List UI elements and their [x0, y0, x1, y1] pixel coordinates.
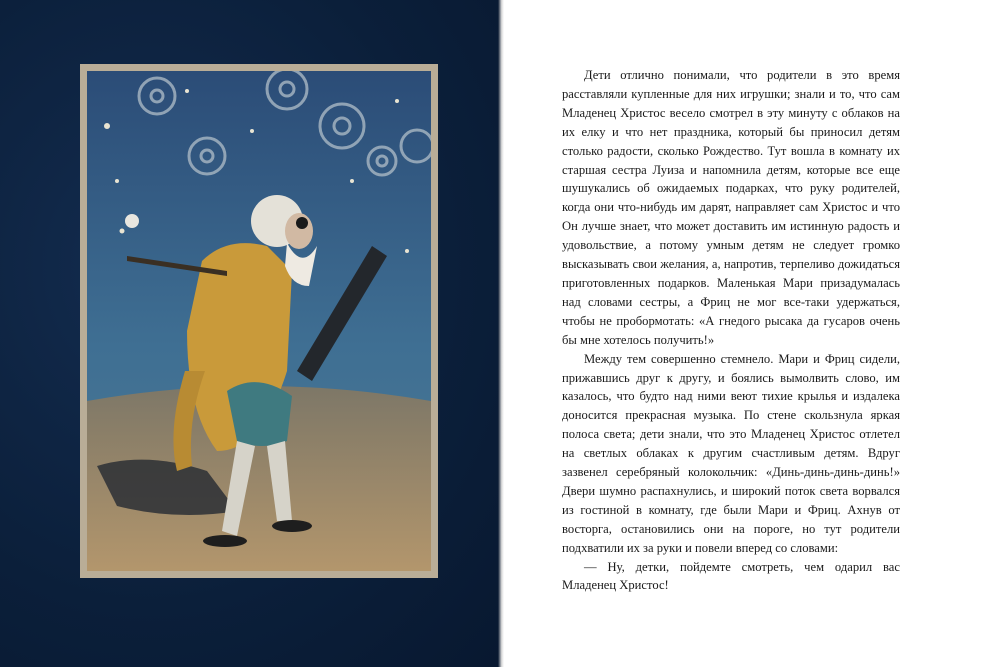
right-page	[504, 0, 995, 667]
illustration	[87, 71, 431, 571]
right-shoe	[272, 520, 312, 532]
paragraph: Дети отлично понимали, что родители в это время расставляли купленные для них игрушки; знали и то, что сам Младенец Христос весело смотрел в эту минуту с облаков на их елку и что нет праздника, который бы приносил детям столько радости, сколько Рождество. Тут вошла в комнату их старшая сестра Луиза и напомнила детям, которые все еще шушукались об ожидаемых подарках, что руку родителей, когда они что-нибудь им дарят, направляет сам Христос и что Он лучше знает, что может доставить им истинную радость и удовольствие, а потому умным детям не следует громко высказывать свои желания, а, напротив, терпеливо дожидаться приготовленных подарков. Маленькая Мари призадумалась над словами сестры, а Фриц не мог все-таки удержаться, чтобы не пробормотать: «А гнедого рысака да гусаров очень бы мне хотелось получить!»	[562, 68, 900, 347]
eyepatch	[296, 217, 308, 229]
breeches	[227, 382, 292, 446]
paragraph: — Ну, детки, пойдемте смотреть, чем одарил вас Младенец Христос!	[562, 559, 900, 593]
illustration-svg	[87, 71, 431, 571]
left-shoe	[203, 535, 247, 547]
story-text	[562, 66, 900, 595]
illustration-frame	[80, 64, 438, 578]
paragraph: Между тем совершенно стемнело. Мари и Фриц сидели, прижавшись друг к другу, и боялись вымолвить слово, им казалось, что будто над ними веют тихие крылья и издалека доносится прекрасная музыка. По стене скользнула яркая полоса света; дети знали, что это Младенец Христос отлетел на светлых облаках к другим счастливым детям. Вдруг зазвенел серебряный колокольчик: «Динь-динь-динь-динь!» Двери шумно распахнулись, и широкий поток света ворвался из гостиной в комнату, где были Мари и Фриц. Ахнув от восторга, остановились они на пороге, но тут родители подхватили их за руки и повели вперед со словами:	[562, 351, 900, 555]
lantern	[125, 214, 139, 228]
